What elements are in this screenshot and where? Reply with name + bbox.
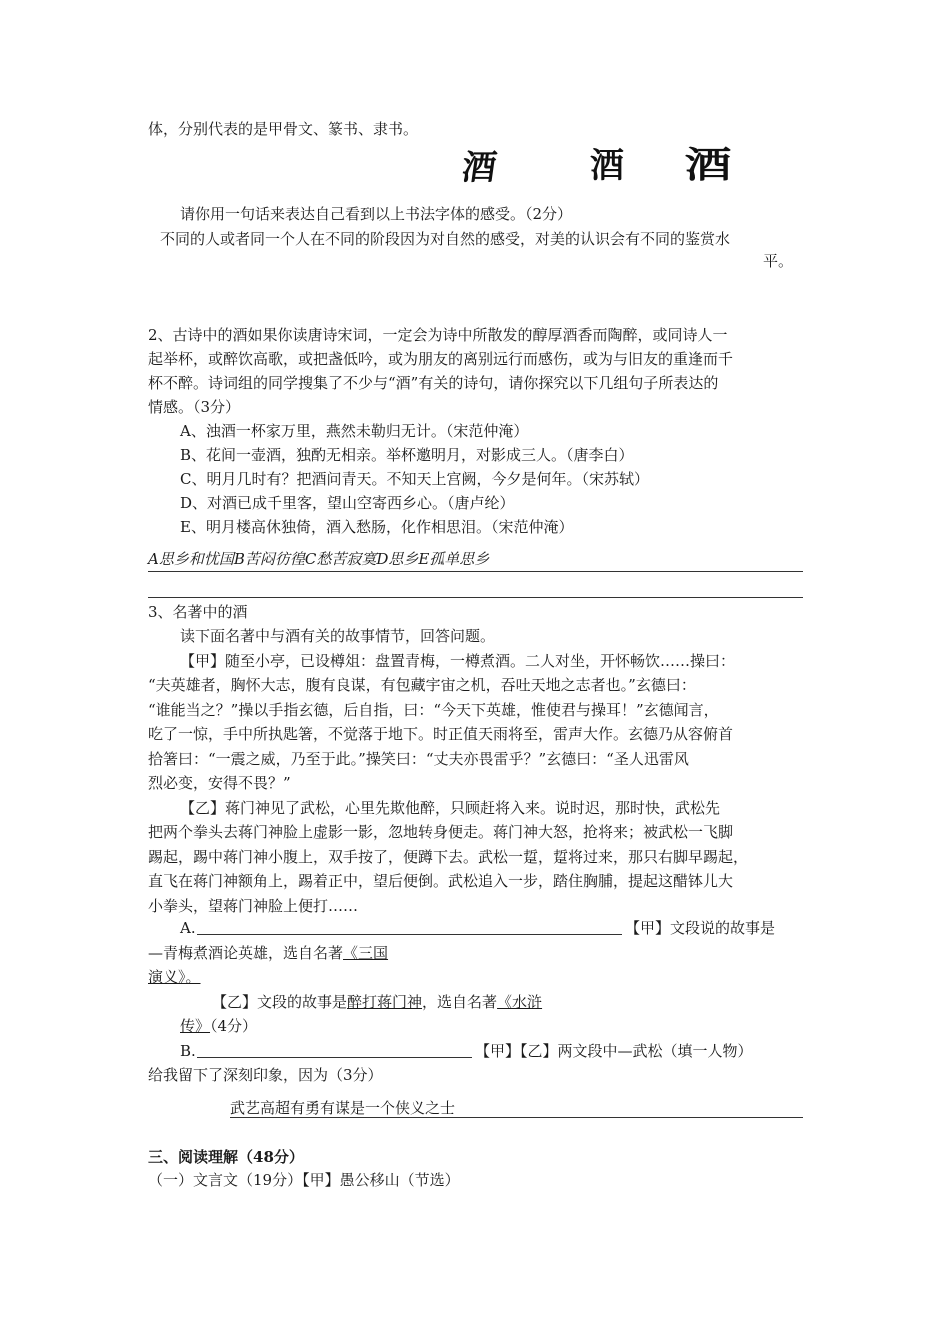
q3-a-book1-part2: 演义》。 [148, 968, 201, 986]
q3-b-question-line2: 给我留下了深刻印象，因为（3分） [148, 1066, 383, 1084]
calligraphy-clerical-script-glyph: 酒 [684, 145, 732, 186]
q3-jia-line-4: 吃了一惊，手中所执匙箸，不觉落于地下。时正值天雨将至，雷声大作。玄德乃从容俯首 [148, 725, 734, 743]
q3-jia-line-5: 拾箸曰：“一震之威，乃至于此。”操笑曰：“丈夫亦畏雷乎？”玄德曰：“圣人迅雷风 [148, 750, 689, 768]
q3-a-book1-part1: 《三国 [343, 944, 389, 962]
calligraphy-prompt: 请你用一句话来表达自己看到以上书法字体的感受。（2分） [180, 205, 573, 223]
q3-a-story1-line [148, 943, 388, 963]
q3-a-story1: —青梅煮酒论英雄，选自名著 [148, 944, 344, 962]
q3-a-book2-part1: 《水浒 [497, 993, 543, 1011]
q2-option-c: C、明月几时有？把酒问青天。不知天上宫阙，今夕是何年。（宋苏轼） [180, 470, 649, 488]
q3-b-blank[interactable] [197, 1057, 472, 1058]
calligraphy-answer-line2: 平。 [763, 252, 794, 270]
q3-a-book2-part2: 传》 [180, 1017, 211, 1035]
q2-option-e: E、明月楼高休独倚，酒入愁肠，化作相思泪。（宋范仲淹） [180, 518, 574, 536]
q3-yi-line-5: 小拳头，望蒋门神脸上便打…… [148, 897, 359, 915]
q3-yi-line-2: 把两个拳头去蒋门神脸上虚影一影，忽地转身便走。蒋门神大怒，抢将来；被武松一飞脚 [148, 823, 734, 841]
calligraphy-oracle-bone-glyph: 酒 [459, 148, 501, 188]
q3-a-question: 【甲】文段说的故事是 [625, 919, 776, 937]
q2-option-a: A、浊酒一杯家万里，燕然未勒归无计。（宋范仲淹） [180, 422, 529, 440]
q2-line-2: 起举杯，或醉饮高歌，或把盏低吟，或为朋友的离别远行而感伤，或为与旧友的重逢而千 [148, 350, 734, 368]
q3-a-story2: 醉打蒋门神 [347, 993, 423, 1011]
q3-a-yi-line [212, 992, 542, 1012]
calligraphy-seal-script-glyph: 酒 [590, 146, 624, 186]
q2-answer: A思乡和忧国B苦闷彷徨C愁苦寂寞D思乡E孤单思乡 [148, 550, 490, 568]
calligraphy-answer-line1: 不同的人或者同一个人在不同的阶段因为对自然的感受，对美的认识会有不同的鉴赏水 [160, 230, 731, 248]
q2-line-4: 情感。（3分） [148, 398, 241, 416]
q3-b-question: 【甲】【乙】两文段中—武松（填一人物） [475, 1042, 753, 1060]
q3-jia-line-2: “夫英雄者，胸怀大志，腹有良谋，有包藏宇宙之机，吞吐天地之志者也。”玄德曰： [148, 676, 696, 694]
q3-yi-line-3: 踢起，踢中蒋门神小腹上，双手按了，便蹲下去。武松一踅，踅将过来，那只右脚早踢起， [148, 848, 749, 866]
q2-line-1: 2、古诗中的酒如果你读唐诗宋词，一定会为诗中所散发的醇厚酒香而陶醉，或同诗人一 [148, 326, 728, 344]
q3-a-yi-prefix: 【乙】文段的故事是 [212, 993, 348, 1011]
q2-answer-rule-1 [148, 571, 803, 572]
q2-option-b: B、花间一壶酒，独酌无相亲。举杯邀明月，对影成三人。（唐李白） [180, 446, 634, 464]
q3-jia-line-1: 【甲】随至小亭，已设樽俎：盘置青梅，一樽煮酒。二人对坐，开怀畅饮……操曰： [180, 652, 736, 670]
q3-b-answer-rule [230, 1117, 803, 1118]
q3-instruction: 读下面名著中与酒有关的故事情节，回答问题。 [180, 627, 496, 645]
q3-jia-line-6: 烈必变，安得不畏？” [148, 774, 291, 792]
q2-line-3: 杯不醉。诗词组的同学搜集了不少与“酒”有关的诗句，请你探究以下几组句子所表达的 [148, 374, 719, 392]
q3-yi-line-1: 【乙】蒋门神见了武松，心里先欺他醉，只顾赶将入来。说时迟，那时快，武松先 [180, 799, 721, 817]
q3-title: 3、名著中的酒 [148, 603, 248, 621]
section3-title: 三、阅读理解（48分） [148, 1148, 304, 1166]
q3-a-yi-mid: ，选自名著 [422, 993, 498, 1011]
q3-yi-line-4: 直飞在蒋门神额角上，踢着正中，望后便倒。武松追入一步，踏住胸脯，提起这醋钵儿大 [148, 872, 734, 890]
q3-b-label: B. [180, 1042, 196, 1060]
q3-b-answer: 武艺高超有勇有谋是一个侠义之士 [230, 1099, 456, 1117]
q3-a-label: A. [180, 919, 196, 937]
calligraphy-intro: 体，分别代表的是甲骨文、篆书、隶书。 [148, 120, 419, 138]
q3-a-book2-line [180, 1016, 257, 1036]
section3-subtitle: （一）文言文（19分）【甲】愚公移山（节选） [148, 1171, 460, 1189]
q3-a-score: （4分） [210, 1017, 258, 1035]
q3-jia-line-3: “谁能当之？”操以手指玄德，后自指，曰：“今天下英雄，惟使君与操耳！”玄德闻言， [148, 701, 719, 719]
q3-a-blank[interactable] [197, 934, 622, 935]
q2-option-d: D、对酒已成千里客，望山空寄西乡心。（唐卢纶） [180, 494, 515, 512]
q2-answer-rule-2 [148, 597, 803, 598]
